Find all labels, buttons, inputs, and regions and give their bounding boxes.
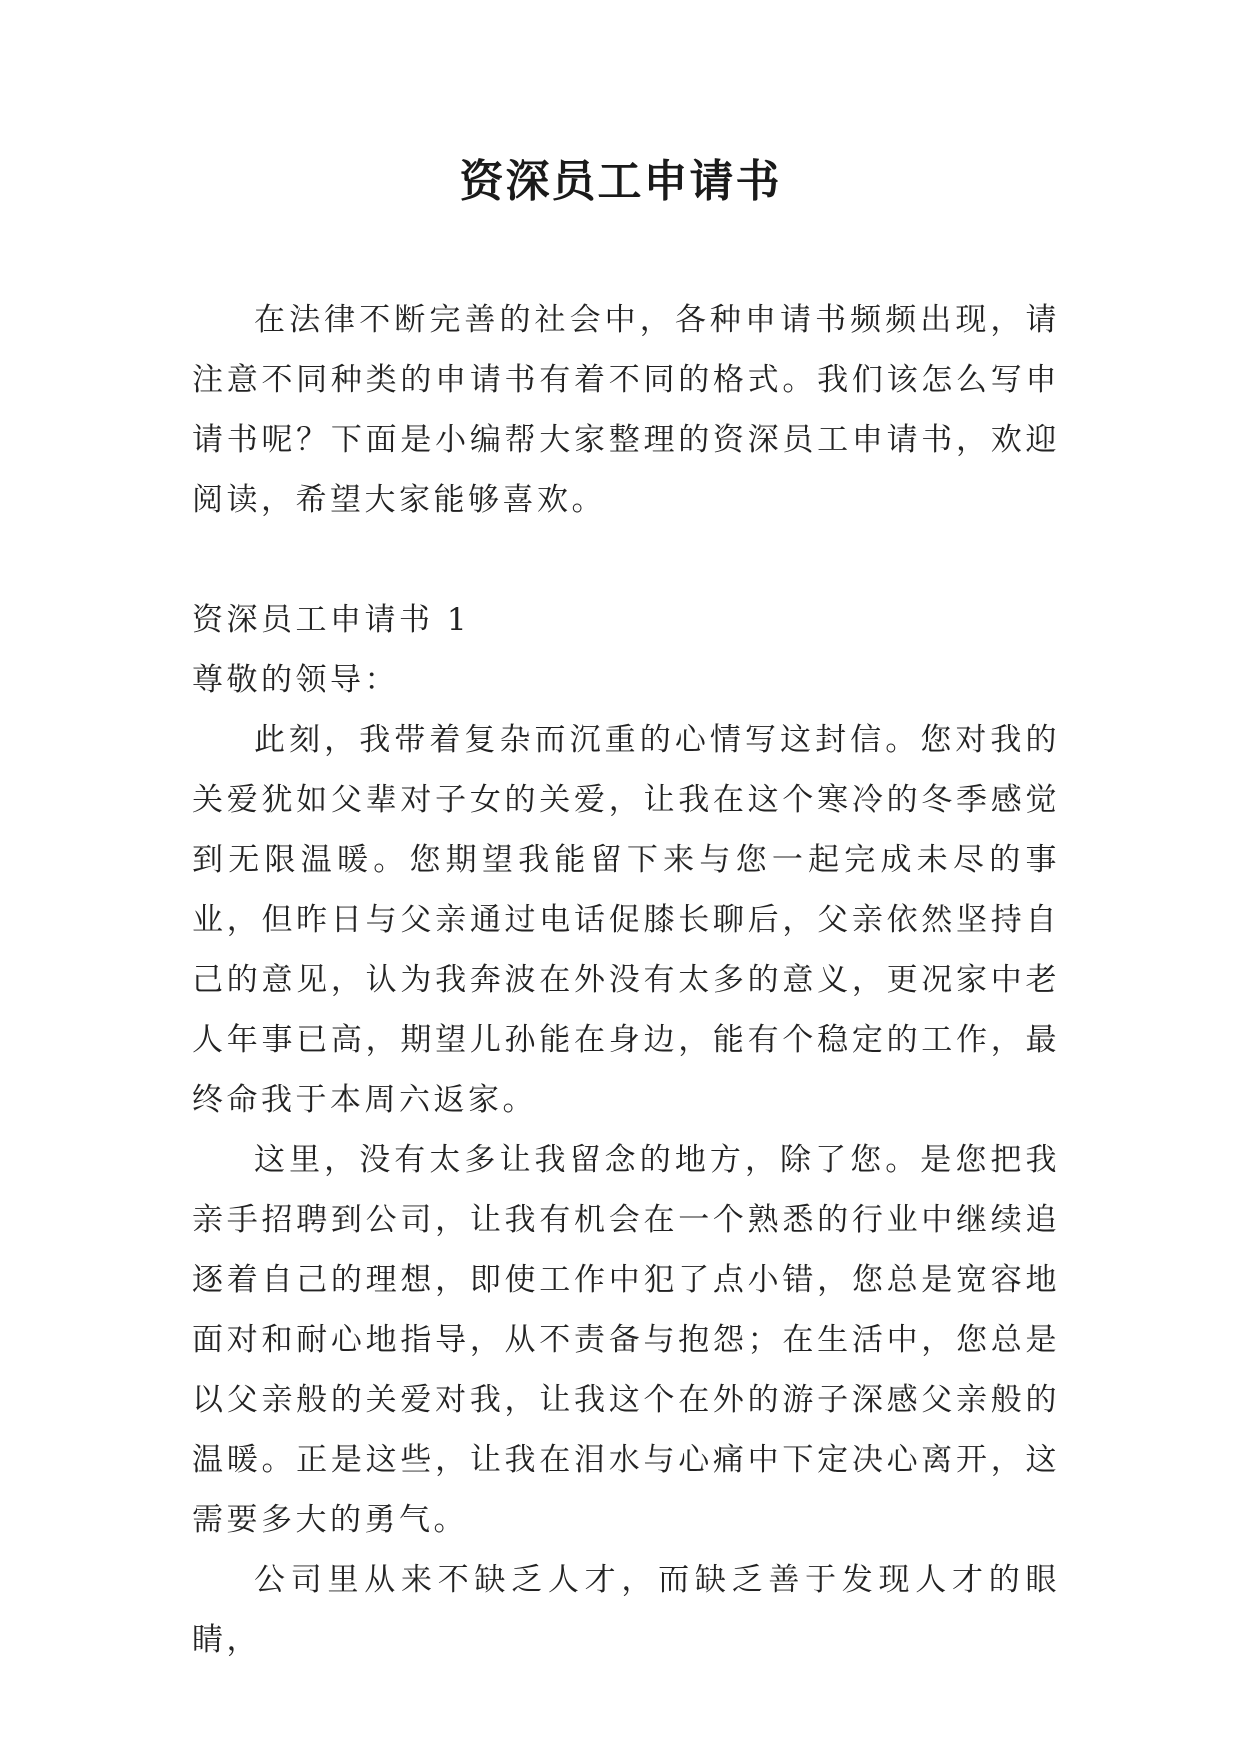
body-paragraph-2: 这里，没有太多让我留念的地方，除了您。是您把我亲手招聘到公司，让我有机会在一个熟悉的行业中继续追逐着自己的理想，即使工作中犯了点小错，您总是宽容地面对和耐心地指导，从不责备与抱怨；在生活中，您总是以父亲般的关爱对我，让我这个在外的游子深感父亲般的温暖。正是这些，让我在泪水与心痛中下定决心离开，这需要多大的勇气。	[192, 1142, 1060, 1538]
body-paragraph-1: 此刻，我带着复杂而沉重的心情写这封信。您对我的关爱犹如父辈对子女的关爱，让我在这个寒冷的冬季感觉到无限温暖。您期望我能留下来与您一起完成未尽的事业，但昨日与父亲通过电话促膝长聊后，父亲依然坚持自己的意见，认为我奔波在外没有太多的意义，更况家中老人年事已高，期望儿孙能在身边，能有个稳定的工作，最终命我于本周六返家。	[192, 722, 1060, 1118]
salutation: 尊敬的领导：	[192, 662, 399, 698]
paragraph-spacer	[192, 530, 1060, 590]
body-paragraph-3: 公司里从来不缺乏人才，而缺乏善于发现人才的眼睛，	[192, 1562, 1060, 1658]
intro-paragraph: 在法律不断完善的社会中，各种申请书频频出现，请注意不同种类的申请书有着不同的格式。我们该怎么写申请书呢？下面是小编帮大家整理的资深员工申请书，欢迎阅读，希望大家能够喜欢。	[192, 302, 1060, 518]
section-heading: 资深员工申请书 1	[192, 602, 471, 638]
document-body	[192, 290, 1060, 1670]
document-title: 资深员工申请书	[459, 156, 782, 207]
